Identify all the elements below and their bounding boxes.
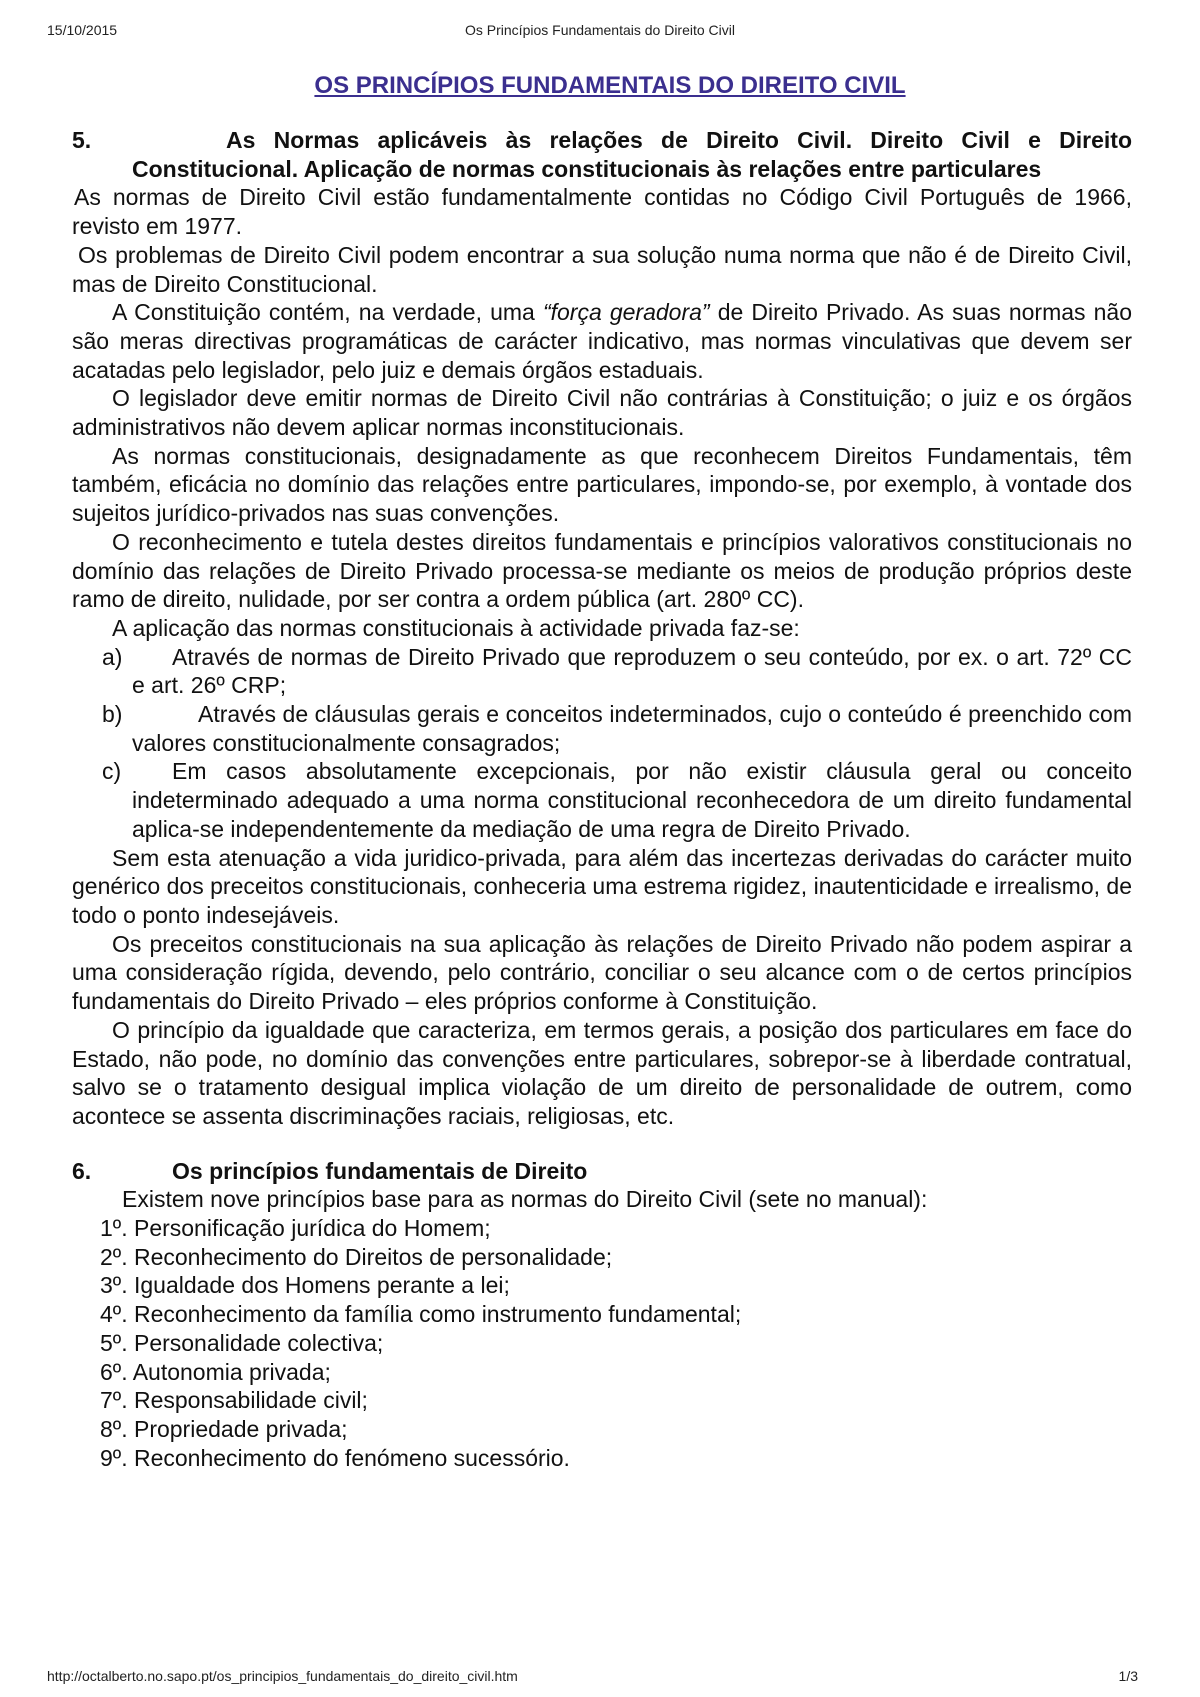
list-marker: b)	[102, 701, 123, 728]
paragraph: Os problemas de Direito Civil podem encontrar a sua solução numa norma que não é de Direito Civil, mas de Direito Constitucional.	[72, 241, 1132, 297]
paragraph: O legislador deve emitir normas de Direito Civil não contrárias à Constituição; o juiz e os órgãos administrativos não devem aplicar normas inconstitucionais.	[72, 385, 1132, 441]
principle-item: 3º. Igualdade dos Homens perante a lei;	[100, 1272, 510, 1299]
print-date: 15/10/2015	[47, 22, 118, 38]
principle-item: 2º. Reconhecimento do Direitos de personalidade;	[100, 1243, 613, 1270]
list-item	[72, 700, 1132, 757]
list-marker: a)	[102, 643, 123, 670]
principle-item: 6º. Autonomia privada;	[100, 1358, 331, 1385]
principle-item: 7º. Responsabilidade civil;	[100, 1387, 368, 1414]
list-marker: c)	[102, 758, 122, 785]
emphasis-text: “força geradora”	[542, 299, 710, 326]
document-body	[72, 126, 1132, 1472]
principle-item: 5º. Personalidade colectiva;	[100, 1329, 384, 1356]
section-6-heading	[72, 1157, 1132, 1186]
principle-item: 4º. Reconhecimento da família como instrumento fundamental;	[100, 1301, 742, 1328]
source-url: http://octalberto.no.sapo.pt/os_principios_fundamentais_do_direito_civil.htm	[47, 1668, 518, 1684]
paragraph: Existem nove princípios base para as normas do Direito Civil (sete no manual):	[122, 1186, 928, 1213]
paragraph: As normas de Direito Civil estão fundamentalmente contidas no Código Civil Português de 1966, revisto em 1977.	[72, 184, 1132, 240]
document-title: OS PRINCÍPIOS FUNDAMENTAIS DO DIREITO CIVIL	[314, 72, 906, 99]
paragraph-text: de Direito Privado. As suas normas não são meras directivas programáticas de carácter indicativo, mas normas vinculativas que devem ser acatadas pelo legislador, pelo juiz e demais órgãos estaduais.	[72, 299, 1132, 383]
list-item-text: Em casos absolutamente excepcionais, por não existir cláusula geral ou conceito indeterminado adequado a uma norma constitucional reconhecedora de um direito fundamental aplica-se independentemente da mediação de uma regra de Direito Privado.	[132, 758, 1132, 842]
page-number: 1/3	[1118, 1668, 1138, 1684]
list-item-text: Através de cláusulas gerais e conceitos indeterminados, cujo o conteúdo é preenchido com valores constitucionalmente consagrados;	[132, 701, 1132, 756]
section-heading-text: As Normas aplicáveis às relações de Direito Civil. Direito Civil e Direito Constitucional. Aplicação de normas constitucionais às relações entre particulares	[132, 127, 1132, 182]
paragraph	[72, 298, 1132, 384]
list-item-text: Através de normas de Direito Privado que reproduzem o seu conteúdo, por ex. o art. 72º CC e art. 26º CRP;	[132, 643, 1132, 699]
section-number: 6.	[72, 1157, 92, 1184]
section-5-heading	[72, 126, 1132, 183]
principle-item: 1º. Personificação jurídica do Homem;	[100, 1215, 491, 1242]
paragraph: Sem esta atenuação a vida juridico-privada, para além das incertezas derivadas do carácter muito genérico dos preceitos constitucionais, conheceria uma estrema rigidez, inautenticidade e irrealismo, de todo o ponto indesejáveis.	[72, 844, 1132, 928]
paragraph: Os preceitos constitucionais na sua aplicação às relações de Direito Privado não podem aspirar a uma consideração rígida, devendo, pelo contrário, conciliar o seu alcance com o de certos princípios fundamentais do Direito Privado – eles próprios conforme à Constituição.	[72, 930, 1132, 1015]
list-item	[72, 757, 1132, 843]
section-spacer	[72, 1131, 1132, 1157]
principle-item: 8º. Propriedade privada;	[100, 1415, 348, 1442]
paragraph: O reconhecimento e tutela destes direitos fundamentais e princípios valorativos constitucionais no domínio das relações de Direito Privado processa-se mediante os meios de produção próprios deste ramo de direito, nulidade, por ser contra a ordem pública (art. 280º CC).	[72, 528, 1132, 613]
print-page-title: Os Princípios Fundamentais do Direito Civil	[465, 22, 735, 38]
list-item	[72, 643, 1132, 700]
section-heading-text: Os princípios fundamentais de Direito	[172, 1157, 588, 1184]
principle-item: 9º. Reconhecimento do fenómeno sucessório.	[100, 1444, 570, 1471]
paragraph-text: A Constituição contém, na verdade, uma	[112, 299, 543, 326]
paragraph: A aplicação das normas constitucionais à actividade privada faz-se:	[112, 614, 800, 641]
paragraph: O princípio da igualdade que caracteriza, em termos gerais, a posição dos particulares em face do Estado, não pode, no domínio das convenções entre particulares, sobrepor-se à liberdade contratual, salvo se o tratamento desigual implica violação de um direito de personalidade de outrem, como acontece se assenta discriminações raciais, religiosas, etc.	[72, 1016, 1132, 1129]
section-number: 5.	[72, 127, 92, 153]
paragraph: As normas constitucionais, designadamente as que reconhecem Direitos Fundamentais, têm também, eficácia no domínio das relações entre particulares, impondo-se, por exemplo, à vontade dos sujeitos jurídico-privados nas suas convenções.	[72, 442, 1132, 527]
